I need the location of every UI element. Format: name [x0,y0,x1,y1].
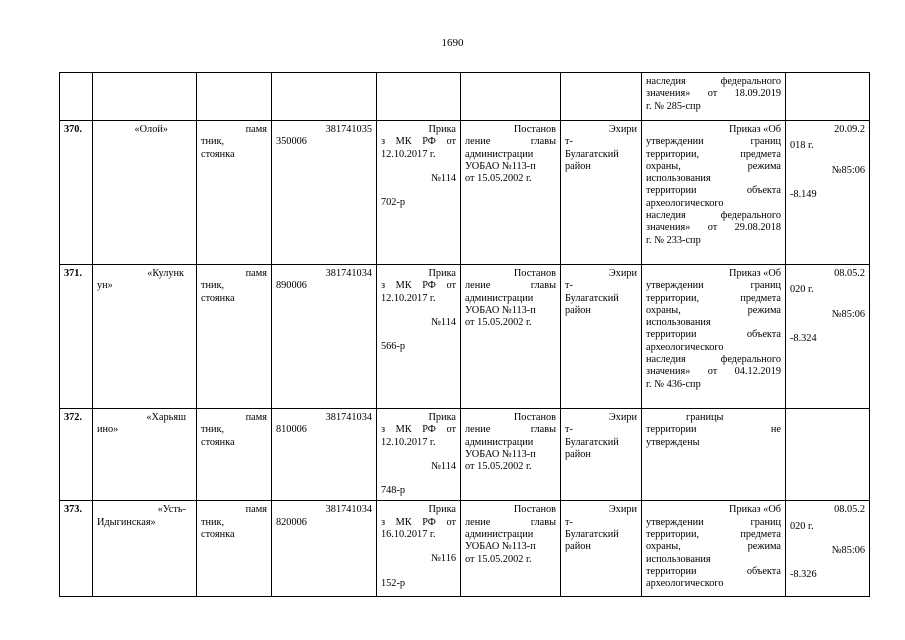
object-name: ино» [97,424,119,436]
page-number: 1690 [441,37,464,49]
mk-line: 12.10.2017 г. [381,292,436,304]
loc-line: т- [565,280,573,292]
order-line: г. № 285-спр [646,100,701,112]
mk-line: 12.10.2017 г. [381,148,436,160]
mk-line: Прика [428,124,456,135]
order-line: г. № 436-спр [646,378,701,390]
order-line: территории, предмета [646,529,781,541]
cell-mk [377,265,461,409]
reg2-line: -8.149 [790,188,817,200]
reg2-line: 020 г. [790,284,814,296]
post-line: Постанов [513,504,556,516]
post-line: УОБАО №113-п [465,304,536,316]
cell-reg [272,409,377,501]
reg2-line: №85:06 [831,545,865,557]
object-name: «Харьяш [146,412,186,423]
cell-name [93,265,197,409]
mk-line: з МК РФ от [381,136,456,148]
object-name: «Кулунк [147,268,184,279]
order-line: значения» от 04.12.2019 [646,366,781,378]
mk-line: 702-р [381,197,406,209]
loc-line: т- [565,424,573,436]
cell-loc [561,409,642,501]
type-line: памя [245,412,267,423]
reg2-line: 08.05.2 [834,504,865,516]
cell-num [60,73,93,121]
post-line: ление главы [465,280,556,292]
mk-line: з МК РФ от [381,424,456,436]
loc-line: Булагатский [565,292,619,304]
loc-line: Эхири [608,268,637,279]
reg2-line: 08.05.2 [834,268,865,279]
cell-loc [561,73,642,121]
mk-line: 16.10.2017 г. [381,529,436,541]
cell-post [461,73,561,121]
mk-line: 748-р [381,485,406,497]
post-line: от 15.05.2002 г. [465,317,532,329]
order-line: утверждении границ [646,136,781,148]
order-line: границы [686,412,724,423]
row-number: 373. [64,504,83,516]
cell-reg2 [786,265,870,409]
cell-num [60,501,93,597]
type-line: тник, [201,136,225,148]
cell-reg [272,501,377,597]
reg-line: 381741035 [325,124,372,135]
loc-line: Эхири [608,412,637,423]
post-line: ление главы [465,516,556,528]
reg-line: 381741034 [325,504,372,516]
loc-line: район [565,160,591,172]
post-line: администрации [465,148,534,160]
order-line: территории объекта [646,185,781,197]
post-line: от 15.05.2002 г. [465,173,532,185]
mk-line: Прика [428,268,456,279]
cell-num [60,121,93,265]
mk-line: 566-р [381,341,406,353]
type-line: тник, [201,424,225,436]
reg2-line: 020 г. [790,520,814,532]
loc-line: район [565,541,591,553]
order-line: археологического [646,341,724,353]
object-name: Идыгинская» [97,516,156,528]
order-line: территории, предмета [646,148,781,160]
cell-name [93,121,197,265]
loc-line: Булагатский [565,529,619,541]
type-line: стоянка [201,529,235,541]
order-line: утверждении границ [646,280,781,292]
mk-line: 12.10.2017 г. [381,436,436,448]
order-line: территории объекта [646,565,781,577]
type-line: памя [245,504,267,516]
reg2-line: 018 г. [790,140,814,152]
loc-line: Булагатский [565,436,619,448]
post-line: УОБАО №113-п [465,541,536,553]
object-name: ун» [97,280,113,292]
cell-reg2 [786,73,870,121]
type-line: тник, [201,280,225,292]
cell-type [197,73,272,121]
cell-mk [377,121,461,265]
post-line: Постанов [513,412,556,423]
mk-line: 152-р [381,577,406,589]
order-line: утверждении границ [646,516,781,528]
order-line: наследия федерального [646,354,781,366]
cell-type [197,501,272,597]
post-line: от 15.05.2002 г. [465,553,532,565]
loc-line: район [565,304,591,316]
order-line: Приказ «Об [729,268,781,279]
order-line: Приказ «Об [729,124,781,135]
order-line: территории, предмета [646,292,781,304]
type-line: стоянка [201,436,235,448]
reg-line: 810006 [276,424,307,436]
post-line: администрации [465,529,534,541]
order-line: территории не [646,424,781,436]
order-line: охраны, режима [646,541,781,553]
order-line: значения» от 29.08.2018 [646,222,781,234]
object-name: «Олой» [134,124,168,135]
cell-type [197,265,272,409]
cell-reg [272,121,377,265]
object-name: «Усть- [157,504,186,516]
type-line: стоянка [201,292,235,304]
cell-order [642,409,786,501]
type-line: памя [245,268,267,279]
order-line: охраны, режима [646,304,781,316]
cell-loc [561,121,642,265]
cell-post [461,265,561,409]
reg2-line: №85:06 [831,308,865,320]
row-number: 371. [64,268,83,279]
order-line: г. № 233-спр [646,234,701,246]
post-line: ление главы [465,424,556,436]
post-line: администрации [465,436,534,448]
order-line: использования [646,553,711,565]
table-row-continued [60,73,870,121]
post-line: администрации [465,292,534,304]
cell-order [642,501,786,597]
mk-line: №116 [431,553,456,565]
cell-order [642,121,786,265]
cell-post [461,409,561,501]
loc-line: Эхири [608,504,637,516]
cell-type [197,409,272,501]
cell-loc [561,265,642,409]
cell-mk [377,409,461,501]
order-line: наследия федерального [646,210,781,222]
order-line: археологического [646,578,724,590]
mk-line: №114 [431,460,456,472]
reg2-line: -8.326 [790,569,817,581]
order-line: утверждены [646,436,700,448]
mk-line: Прика [428,412,456,423]
reg2-line: -8.324 [790,332,817,344]
post-line: УОБАО №113-п [465,448,536,460]
reg-line: 381741034 [325,268,372,279]
order-line: значения» от 18.09.2019 [646,88,781,100]
order-line: наследия федерального [646,76,781,87]
table-row [60,501,870,597]
cell-reg2 [786,501,870,597]
reg-line: 890006 [276,280,307,292]
order-line: Приказ «Об [729,504,781,516]
reg2-line: №85:06 [831,164,865,176]
loc-line: т- [565,136,573,148]
cell-type [197,121,272,265]
order-line: использования [646,317,711,329]
heritage-register-table [59,72,870,597]
cell-num [60,409,93,501]
table-row [60,121,870,265]
mk-line: з МК РФ от [381,280,456,292]
post-line: Постанов [513,124,556,135]
reg2-line: 20.09.2 [834,124,865,135]
loc-line: Эхири [608,124,637,135]
cell-name [93,73,197,121]
cell-order [642,73,786,121]
type-line: памя [245,124,267,135]
cell-reg2 [786,409,870,501]
post-line: ление главы [465,136,556,148]
reg-line: 820006 [276,516,307,528]
cell-name [93,409,197,501]
order-line: использования [646,173,711,185]
order-line: территории объекта [646,329,781,341]
loc-line: Булагатский [565,148,619,160]
post-line: от 15.05.2002 г. [465,461,532,473]
cell-num [60,265,93,409]
cell-post [461,121,561,265]
type-line: стоянка [201,148,235,160]
cell-loc [561,501,642,597]
order-line: охраны, режима [646,160,781,172]
cell-order [642,265,786,409]
loc-line: т- [565,516,573,528]
loc-line: район [565,448,591,460]
cell-mk [377,73,461,121]
post-line: Постанов [513,268,556,279]
mk-line: №114 [431,316,456,328]
reg-line: 350006 [276,136,307,148]
post-line: УОБАО №113-п [465,160,536,172]
row-number: 370. [64,124,83,135]
cell-reg2 [786,121,870,265]
mk-line: №114 [431,172,456,184]
order-line: археологического [646,197,724,209]
mk-line: з МК РФ от [381,516,456,528]
table-row [60,265,870,409]
cell-name [93,501,197,597]
table-row [60,409,870,501]
mk-line: Прика [428,504,456,516]
type-line: тник, [201,516,225,528]
row-number: 372. [64,412,83,423]
reg-line: 381741034 [325,412,372,423]
cell-post [461,501,561,597]
cell-reg [272,73,377,121]
cell-mk [377,501,461,597]
cell-reg [272,265,377,409]
